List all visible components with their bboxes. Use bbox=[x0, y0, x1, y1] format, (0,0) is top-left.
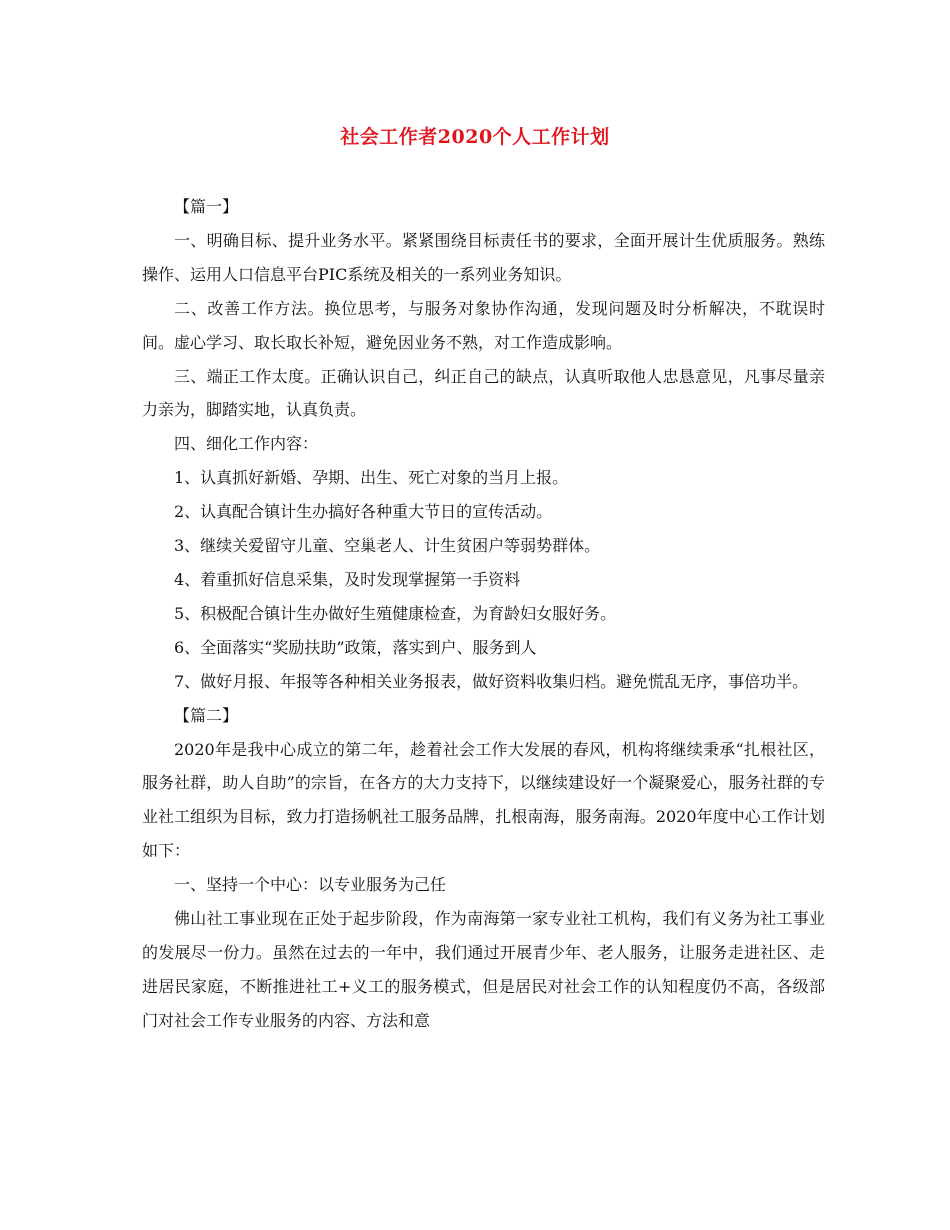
list-item: 5、积极配合镇计生办做好生殖健康检查，为育龄妇女服好务。 bbox=[174, 603, 617, 623]
paragraph: 二、改善工作方法。换位思考，与服务对象协作沟通，发现问题及时分析解决，不耽误时间。虚心学习、取长取长补短，避免因业务不熟，对工作造成影响。 bbox=[142, 298, 825, 352]
list-item: 2、认真配合镇计生办搞好各种重大节日的宣传活动。 bbox=[174, 502, 553, 522]
document-body bbox=[142, 190, 825, 1038]
list-item: 1、认真抓好新婚、孕期、出生、死亡对象的当月上报。 bbox=[174, 468, 569, 488]
paragraph: 一、明确目标、提升业务水平。紧紧围绕目标责任书的要求，全面开展计生优质服务。熟练操作、运用人口信息平台PIC系统及相关的一系列业务知识。 bbox=[142, 230, 825, 284]
section-heading-1: 【篇一】 bbox=[174, 197, 239, 216]
section-heading-2: 【篇二】 bbox=[174, 705, 239, 725]
list-item: 4、着重抓好信息采集，及时发现掌握第一手资料 bbox=[174, 569, 521, 589]
paragraph: 2020年是我中心成立的第二年，趁着社会工作大发展的春风，机构将继续秉承“扎根社区，服务社群，助人自助”的宗旨，在各方的大力支持下，以继续建设好一个凝聚爱心，服务社群的专业社工组织为目标，致力打造扬帆社工服务品牌，扎根南海，服务南海。2020年度中心工作计划如下： bbox=[142, 739, 825, 861]
document-title: 社会工作者2020个人工作计划 bbox=[340, 126, 610, 148]
list-item: 7、做好月报、年报等各种相关业务报表，做好资料收集归档。避免慌乱无序，事倍功半。 bbox=[174, 671, 809, 691]
list-item: 3、继续关爱留守儿童、空巢老人、计生贫困户等弱势群体。 bbox=[174, 536, 601, 556]
paragraph: 三、端正工作太度。正确认识自己，纠正自己的缺点，认真听取他人忠恳意见，凡事尽量亲力亲为，脚踏实地，认真负责。 bbox=[142, 366, 825, 420]
paragraph: 一、坚持一个中心：以专业服务为己任 bbox=[174, 875, 447, 895]
paragraph: 佛山社工事业现在正处于起步阶段，作为南海第一家专业社工机构，我们有义务为社工事业的发展尽一份力。虽然在过去的一年中，我们通过开展青少年、老人服务，让服务走进社区、走进居民家庭，不断推进社工+义工的服务模式，但是居民对社会工作的认知程度仍不高，各级部门对社会工作专业服务的内容、方法和意 bbox=[142, 909, 825, 1030]
paragraph: 四、细化工作内容： bbox=[174, 434, 319, 454]
list-item: 6、全面落实“奖励扶助”政策，落实到户、服务到人 bbox=[174, 637, 537, 657]
